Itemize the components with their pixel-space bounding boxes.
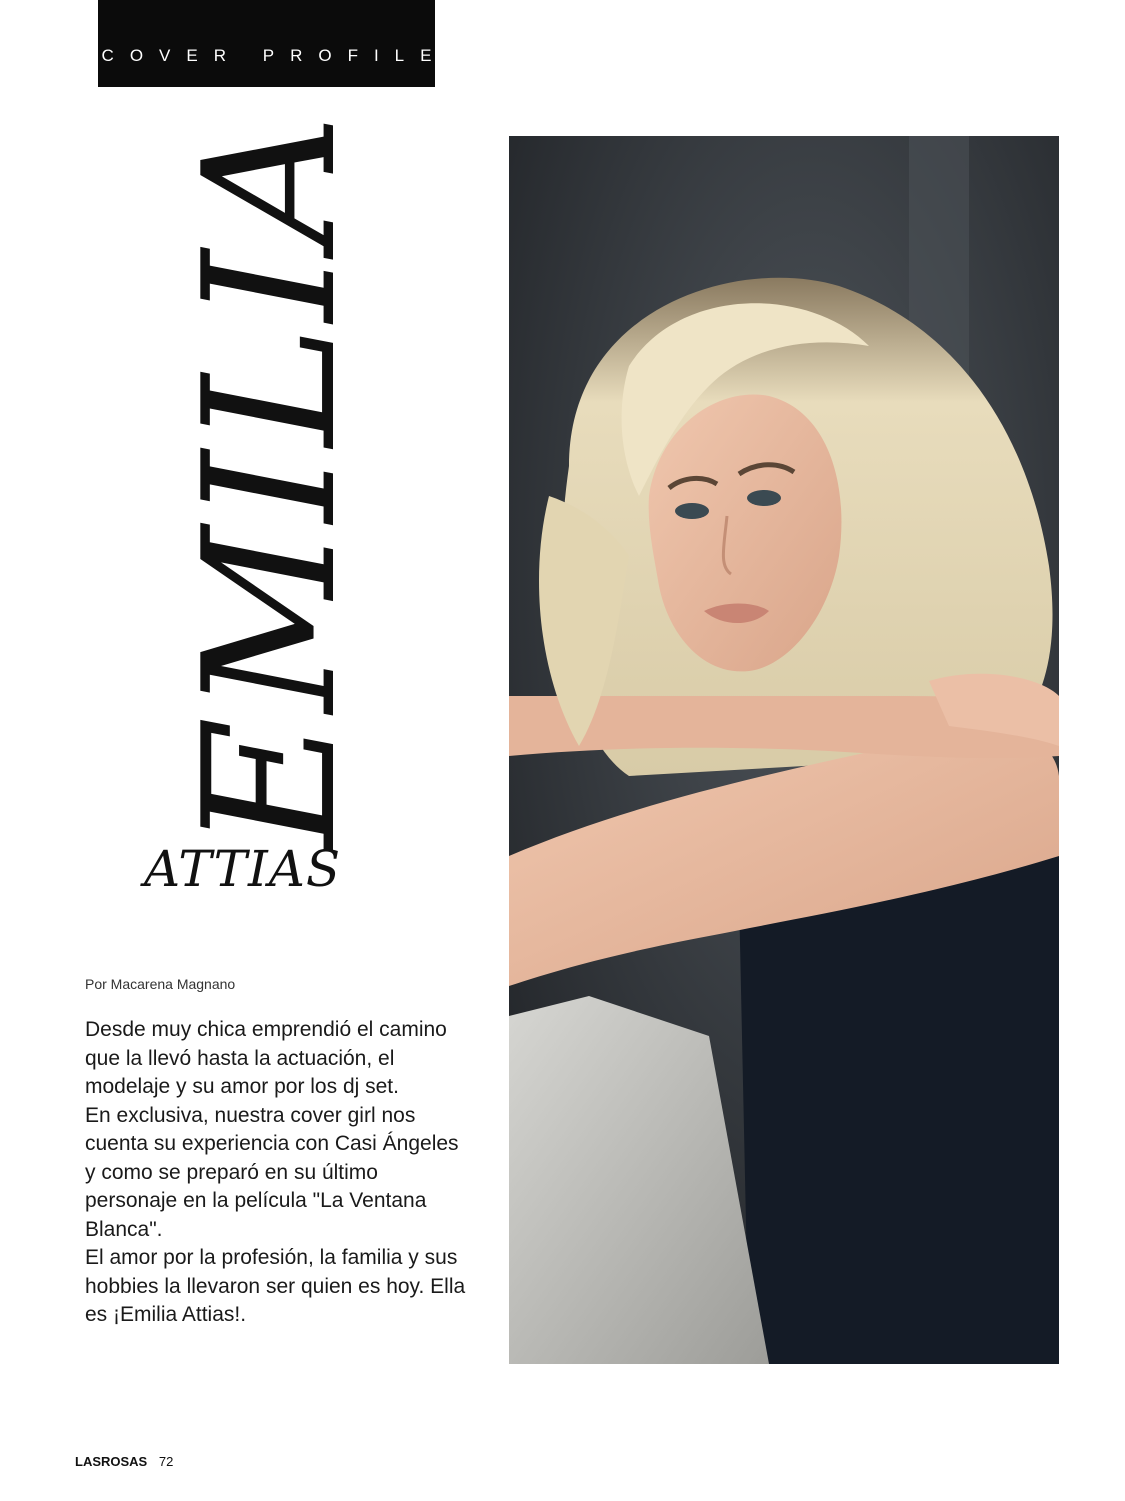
headline-first-name: EMILIA	[164, 110, 376, 850]
page-number: 72	[158, 1454, 174, 1469]
portrait-illustration	[509, 136, 1059, 1364]
headline-last-name: ATTIAS	[144, 840, 342, 898]
intro-paragraph: El amor por la profesión, la familia y sus hobbies la llevaron ser quien es hoy. Ella es ¡Emilia Attias!.	[85, 1246, 466, 1326]
eye-right	[747, 490, 781, 506]
byline: Por Macarena Magnano	[85, 976, 236, 992]
magazine-brand: LASROSAS	[75, 1454, 148, 1469]
section-tag-label: COVER PROFILE	[101, 45, 448, 65]
cover-photo	[509, 136, 1059, 1364]
page-folio	[75, 1454, 173, 1469]
headline-first-name-wrap	[164, 110, 376, 850]
intro-paragraph: En exclusiva, nuestra cover girl nos cuenta su experiencia con Casi Ángeles y como se preparó en su último personaje en la película "La Ventana Blanca".	[85, 1103, 459, 1241]
intro-paragraph: Desde muy chica emprendió el camino que la llevó hasta la actuación, el modelaje y su amor por los dj set.	[85, 1018, 447, 1098]
intro-text	[85, 1016, 470, 1330]
eye-left	[675, 503, 709, 519]
section-tag	[98, 0, 448, 87]
